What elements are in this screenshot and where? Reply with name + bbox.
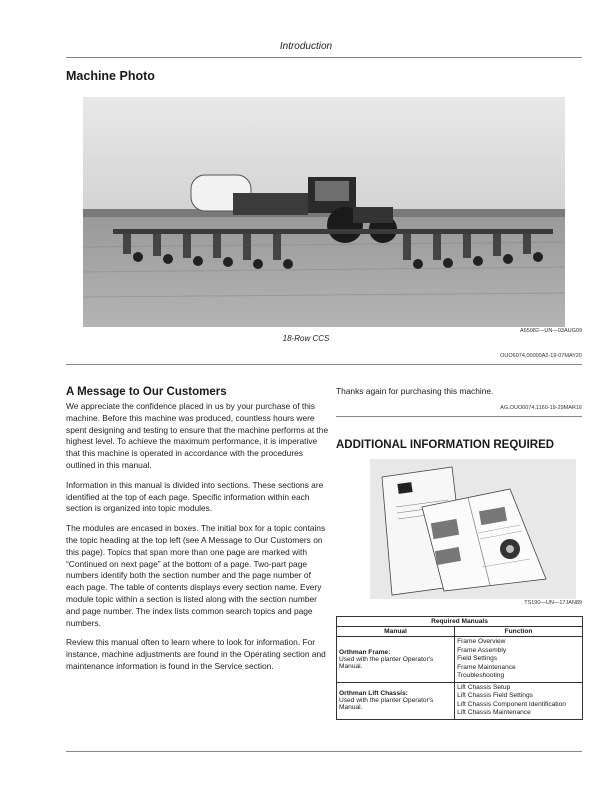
- table-row: [337, 682, 583, 719]
- photo-caption: 18-Row CCS: [282, 334, 330, 343]
- additional-info-heading: ADDITIONAL INFORMATION REQUIRED: [336, 439, 555, 451]
- function-item: Frame Assembly: [457, 646, 507, 654]
- required-manuals-table: [336, 616, 583, 720]
- photo-image-code: A65082—UN—03AUG09: [519, 328, 582, 334]
- function-cell: [455, 682, 583, 719]
- function-item: Lift Chassis Setup: [457, 683, 511, 691]
- column-header-manual: Manual: [337, 627, 455, 637]
- thanks-text: Thanks again for purchasing this machine.: [336, 386, 494, 396]
- table-title: Required Manuals: [337, 617, 583, 627]
- message-paragraph: Review this manual often to learn where to look for information. For instance, machine adjustments are found in the Operating section and maintenance information is found in the Service section.: [66, 637, 326, 671]
- function-item: Frame Overview: [457, 638, 506, 645]
- footer-divider: [66, 751, 582, 752]
- manuals-image-code: TS190—UN—17JAN89: [524, 600, 582, 606]
- manual-description: Used with the planter Operator's Manual.: [339, 697, 434, 711]
- manual-description: Used with the planter Operator's Manual.: [339, 655, 434, 670]
- block-code: OUO6074,00000A2-19-07MAY20: [500, 353, 582, 359]
- message-paragraph: We appreciate the confidence placed in us by your purchase of this machine. Before this machine was produced, countless hours were spent designing and testing to ensure that the machine performs at the highest level. To achieve the maximum performance, it is imperative that this machine is operated in accordance with the procedures outlined in this manual.: [66, 401, 329, 470]
- function-item: Troubleshooting: [457, 672, 505, 679]
- manual-cell: [337, 682, 455, 719]
- manual-name: Orthman Lift Chassis:: [339, 690, 408, 697]
- message-heading: A Message to Our Customers: [66, 386, 227, 398]
- page-header-title: Introduction: [279, 41, 333, 52]
- message-paragraph: The modules are encased in boxes. The initial box for a topic contains the topic heading at the top left (see A Message to Our Customers on this page). Topics that span more than one page are marked with “Continued on next page” at the bottom of a page. Two-part page numbers identify both the section number and the page number of each page. The table of contents displays every section name. Every module topic within a section is listed along with the section number and page number. The index lists common search topics and page numbers.: [66, 523, 326, 628]
- table-row: [337, 637, 583, 683]
- manuals-photo: [370, 459, 576, 599]
- message-block-code: AG,OUO6074,1160-19-29MAR16: [500, 405, 582, 411]
- function-item: Frame Maintenance: [457, 663, 516, 671]
- function-item: Lift Chassis Maintenance: [457, 709, 531, 716]
- block-divider: [336, 416, 582, 417]
- machine-photo: [83, 97, 565, 327]
- header-divider: [66, 57, 582, 58]
- machine-photo-title: Machine Photo: [66, 69, 155, 83]
- column-header-function: Function: [455, 627, 583, 637]
- function-item: Lift Chassis Field Settings: [457, 692, 533, 699]
- manual-name: Orthman Frame:: [339, 648, 391, 656]
- manual-cell: [337, 637, 455, 683]
- message-section: [66, 386, 330, 681]
- message-paragraph: Information in this manual is divided into sections. These sections are identified at the top of each page. Specific information within each section is organized into topic modules.: [66, 479, 324, 514]
- function-cell: [455, 637, 583, 683]
- function-item: Field Settings: [457, 655, 498, 662]
- function-item: Lift Chassis Component Identification: [457, 700, 566, 708]
- block-divider: [66, 364, 582, 365]
